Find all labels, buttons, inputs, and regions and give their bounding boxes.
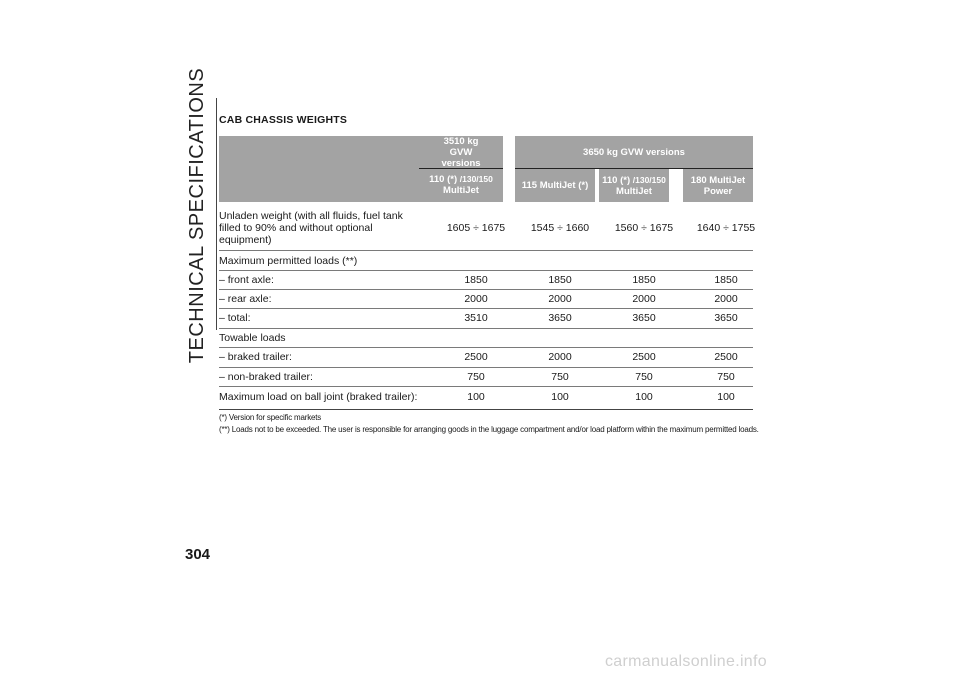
footnote: (*) Version for specific markets — [219, 413, 322, 422]
header-group-3510 — [419, 136, 503, 202]
table-row — [219, 328, 753, 348]
header-group1-label: 3510 kg GVW versions — [441, 135, 481, 169]
table-row — [219, 308, 753, 328]
table-row — [219, 251, 753, 271]
header-col1: 110 (*) /130/150 MultiJet — [429, 174, 493, 196]
row-value: 750 — [717, 370, 735, 383]
table-row — [219, 367, 753, 386]
table-row — [219, 289, 753, 308]
row-value: 1640 ÷ 1755 — [696, 222, 756, 234]
footnote: (**) Loads not to be exceeded. The user is responsible for arranging goods in the luggage compartment and/or load platform within the maximum permitted loads. — [219, 425, 759, 434]
row-value: 750 — [635, 370, 653, 383]
row-label: – braked trailer: — [219, 351, 292, 363]
row-value: 100 — [467, 390, 485, 403]
row-label: – front axle: — [219, 273, 274, 286]
table-row — [219, 386, 753, 407]
row-value: 1850 — [714, 273, 738, 286]
header-col4: 180 MultiJet Power — [690, 174, 746, 197]
row-value: 1850 — [464, 273, 488, 286]
row-value: 100 — [551, 390, 569, 403]
footnotes — [219, 412, 759, 436]
row-label: – total: — [219, 312, 251, 324]
table-row — [219, 347, 753, 367]
header-label-block — [219, 136, 419, 202]
row-value: 1605 ÷ 1675 — [446, 222, 506, 234]
row-label: – non-braked trailer: — [219, 370, 313, 383]
header-col3: 110 (*) /130/150 MultiJet — [602, 174, 666, 197]
row-value: 2000 — [464, 292, 488, 305]
table-row — [219, 270, 753, 289]
row-label: Unladen weight (with all fluids, fuel tank filled to 90% and without optional equipment) — [219, 210, 403, 246]
side-divider — [216, 98, 217, 330]
page-number: 304 — [185, 546, 211, 563]
header-col2: 115 MultiJet (*) — [521, 180, 589, 191]
row-value: 2500 — [714, 351, 738, 363]
table-bottom-rule — [219, 409, 753, 410]
row-value: 100 — [635, 390, 653, 403]
row-value: 1850 — [632, 273, 656, 286]
row-value: 3510 — [464, 312, 488, 324]
row-value: 1545 ÷ 1660 — [530, 222, 590, 234]
row-value: 3650 — [714, 312, 738, 324]
row-value: 750 — [551, 370, 569, 383]
row-value: 2000 — [714, 292, 738, 305]
watermark: carmanualsonline.info — [605, 653, 767, 670]
row-value: 1560 ÷ 1675 — [614, 222, 674, 234]
row-value: 2500 — [464, 351, 488, 363]
row-value: 750 — [467, 370, 485, 383]
row-value: 3650 — [548, 312, 572, 324]
row-value: 2000 — [548, 292, 572, 305]
row-value: 1850 — [548, 273, 572, 286]
row-value: 2000 — [548, 351, 572, 363]
row-label: Maximum load on ball joint (braked trailer): — [219, 390, 418, 403]
row-value: 100 — [717, 390, 735, 403]
section-title: CAB CHASSIS WEIGHTS — [219, 114, 348, 126]
row-label: Maximum permitted loads (**) — [219, 255, 358, 267]
header-group-3650 — [515, 136, 753, 202]
side-section-title: TECHNICAL SPECIFICATIONS — [186, 67, 209, 363]
header-group2-label: 3650 kg GVW versions — [583, 146, 685, 158]
row-value: 3650 — [632, 312, 656, 324]
row-label: Towable loads — [219, 332, 286, 344]
row-value: 2000 — [632, 292, 656, 305]
row-value: 2500 — [632, 351, 656, 363]
table-row — [219, 208, 756, 248]
row-label: – rear axle: — [219, 292, 272, 305]
